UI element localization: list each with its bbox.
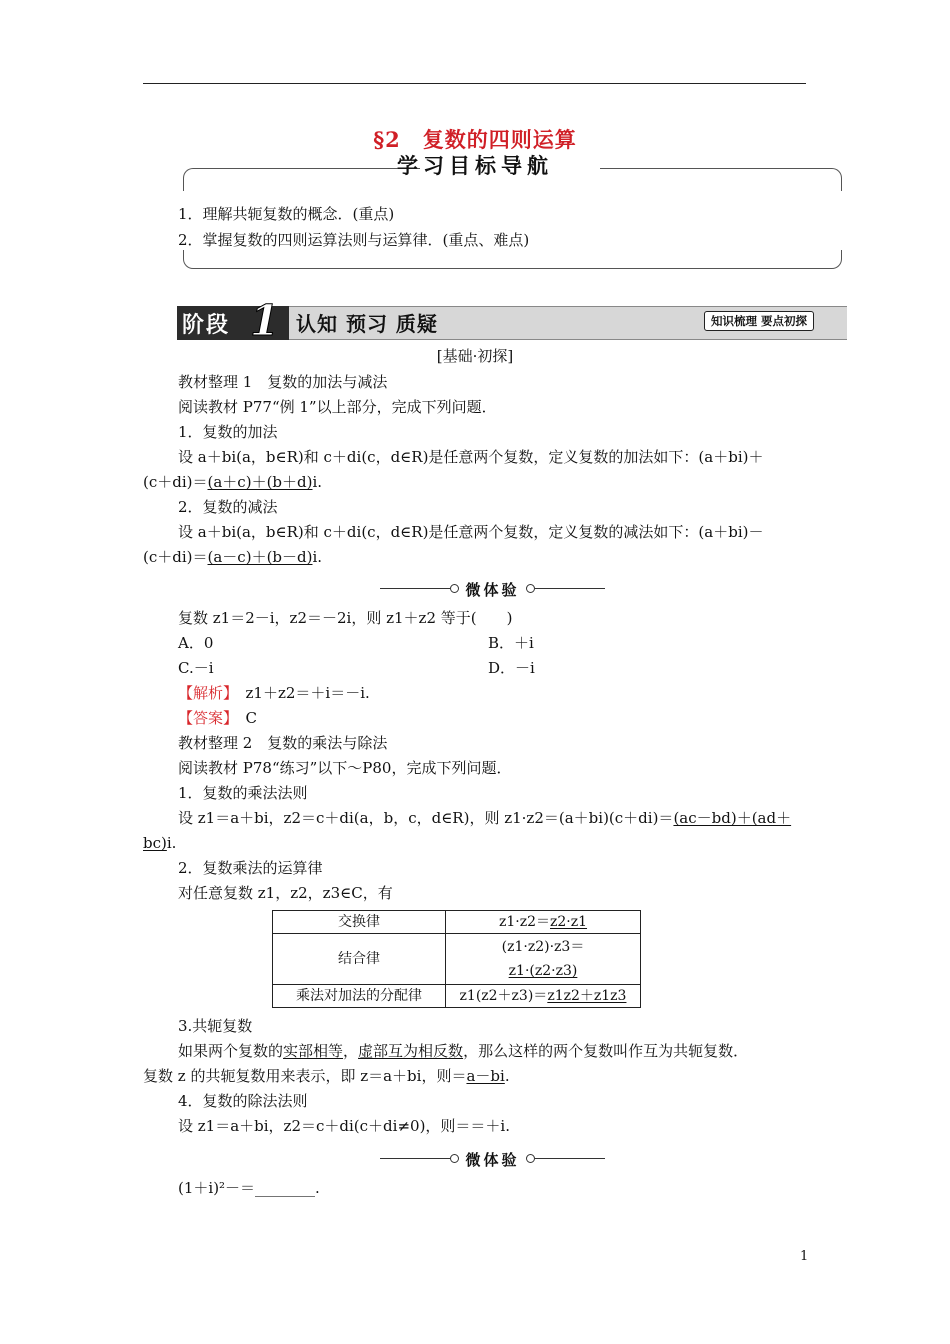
law-name: 结合律	[273, 934, 446, 985]
blank-answer: (ac－bd)＋(ad＋	[673, 809, 792, 827]
s1-read: 阅读教材 P77“例 1”以上部分，完成下列问题．	[178, 398, 497, 416]
q1-analysis: 【解析】 z1＋z2＝＋i＝－i.	[178, 684, 370, 702]
law-table	[272, 910, 641, 1008]
s1-add-line2: (c＋di)＝(a＋c)＋(b＋d)i.	[143, 473, 323, 491]
basics-label: [基础·初探]	[436, 347, 514, 365]
analysis-label: 【解析】	[178, 684, 231, 702]
table-row	[273, 934, 641, 985]
blank-answer: bc)	[143, 834, 167, 852]
nav-box-bottom	[183, 250, 842, 269]
q1-answer: 【答案】 C	[178, 709, 258, 727]
nav-heading: 学习目标导航	[397, 154, 553, 178]
s2-div-line1: 设 z1＝a＋bi，z2＝c＋di(c＋di≠0)，则＝＝＋i.	[178, 1117, 510, 1135]
q1-option-a: A．0	[178, 634, 214, 652]
s2-div-title: 4．复数的除法法则	[178, 1092, 308, 1110]
s2-conj-line2: 复数 z 的共轭复数用来表示，即 z＝a＋bi，则＝a－bi.	[143, 1067, 510, 1085]
q1-option-d: D．－i	[488, 659, 535, 677]
blank-answer: a－bi	[466, 1067, 505, 1085]
micro-divider-1	[380, 579, 605, 599]
micro-label: 微体验	[465, 581, 520, 599]
blank-answer: 实部相等	[283, 1042, 344, 1060]
s2-conj-line1: 如果两个复数的实部相等，虚部互为相反数，那么这样的两个复数叫作互为共轭复数．	[178, 1042, 749, 1060]
s1-add-title: 1．复数的加法	[178, 423, 278, 441]
micro-divider-2	[380, 1149, 605, 1169]
q1-option-b: B．＋i	[488, 634, 534, 652]
blank-answer: 虚部互为相反数	[358, 1042, 464, 1060]
s2-mul-line2: bc)i.	[143, 834, 177, 852]
s1-add-line1: 设 a＋bi(a，b∈R)和 c＋di(c，d∈R)是任意两个复数，定义复数的加法如下：(a＋bi)＋	[178, 448, 764, 466]
goal-2: 2．掌握复数的四则运算法则与运算律．(重点、难点)	[178, 231, 530, 249]
law-formula: z1(z2＋z3)＝z1z2＋z1z3	[446, 985, 641, 1008]
s2-heading: 教材整理 2 复数的乘法与除法	[178, 734, 388, 752]
blank-answer: (a＋c)＋(b＋d)	[207, 473, 313, 491]
law-name: 交换律	[273, 911, 446, 934]
stage-tag: 知识梳理 要点初探	[704, 311, 814, 331]
law-formula: z1·z2＝z2·z1	[446, 911, 641, 934]
page-number: 1	[800, 1249, 809, 1264]
s2-law-intro: 对任意复数 z1，z2，z3∈C，有	[178, 884, 393, 902]
table-row	[273, 911, 641, 934]
s2-conj-title: 3.共轭复数	[178, 1017, 253, 1035]
stage-number: 1	[250, 296, 280, 345]
blank-answer: (a－c)＋(b－d)	[207, 548, 313, 566]
micro-label: 微体验	[465, 1151, 520, 1169]
q2-stem: (1＋i)²－＝________.	[178, 1179, 320, 1197]
page-title: §2 复数的四则运算	[373, 127, 577, 152]
s1-sub-line2: (c＋di)＝(a－c)＋(b－d)i.	[143, 548, 323, 566]
table-row	[273, 985, 641, 1008]
law-name: 乘法对加法的分配律	[273, 985, 446, 1008]
s2-mul-title: 1．复数的乘法法则	[178, 784, 308, 802]
s1-heading: 教材整理 1 复数的加法与减法	[178, 373, 388, 391]
s2-mul-line1: 设 z1＝a＋bi，z2＝c＋di(a，b，c，d∈R)，则 z1·z2＝(a＋bi)(c＋di)＝(ac－bd)＋(ad＋	[178, 809, 792, 827]
q1-option-c: C.－i	[178, 659, 214, 677]
s1-sub-title: 2．复数的减法	[178, 498, 278, 516]
s2-law-title: 2．复数乘法的运算律	[178, 859, 323, 877]
stage-text: 认知 预习 质疑	[296, 312, 438, 336]
top-rule	[143, 83, 806, 84]
s2-read: 阅读教材 P78“练习”以下～P80，完成下列问题．	[178, 759, 512, 777]
law-formula: (z1·z2)·z3＝ z1·(z2·z3)	[446, 934, 641, 985]
goal-1: 1．理解共轭复数的概念．(重点)	[178, 205, 395, 223]
answer-label: 【答案】	[178, 709, 231, 727]
s1-sub-line1: 设 a＋bi(a，b∈R)和 c＋di(c，d∈R)是任意两个复数，定义复数的减法如下：(a＋bi)－	[178, 523, 764, 541]
q1-stem: 复数 z1＝2－i，z2＝－2i，则 z1＋z2 等于( )	[178, 609, 513, 627]
stage-word: 阶段	[182, 313, 231, 338]
